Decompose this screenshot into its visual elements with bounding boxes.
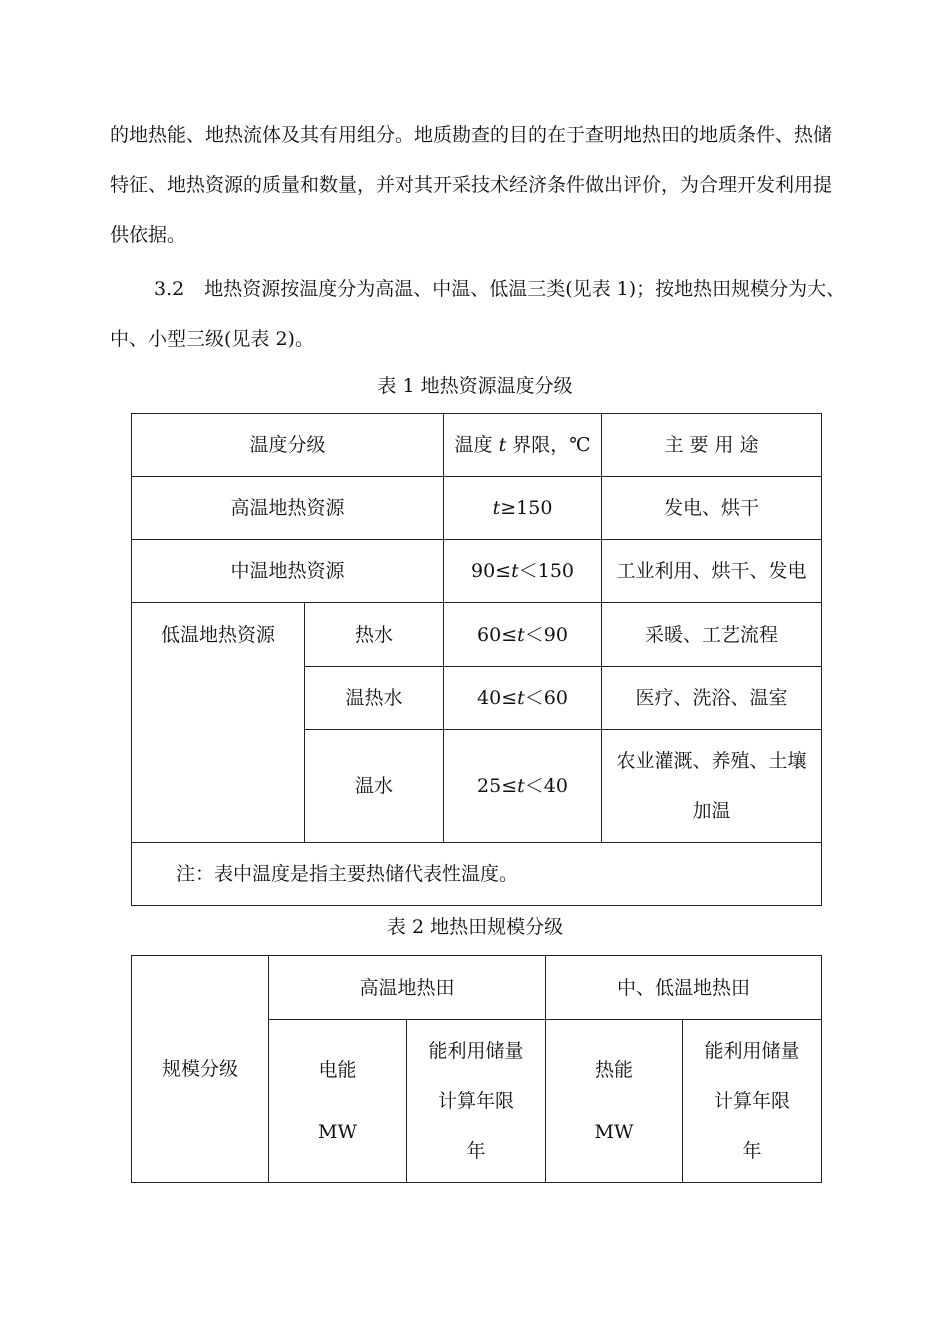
mid-temp-range: 90≤t＜150 bbox=[444, 540, 602, 603]
high-temp-field-header: 高温地热田 bbox=[269, 956, 546, 1020]
thermal-power-header: 热能 MW bbox=[546, 1020, 683, 1183]
high-temp-years-header: 能利用储量 计算年限 年 bbox=[407, 1020, 546, 1183]
high-temp-use: 发电、烘干 bbox=[602, 477, 822, 540]
mid-temp-resource: 中温地热资源 bbox=[132, 540, 444, 603]
table-row bbox=[132, 540, 822, 603]
table-header-row bbox=[132, 956, 822, 1020]
warm-water-use: 农业灌溉、养殖、土壤 加温 bbox=[602, 730, 822, 843]
header-grade: 温度分级 bbox=[132, 414, 444, 477]
warm-water-name: 温水 bbox=[305, 730, 444, 843]
header-temperature-range: 温度 t 界限，℃ bbox=[444, 414, 602, 477]
scale-grade-label: 规模分级 bbox=[132, 956, 269, 1183]
table-note-row bbox=[132, 843, 822, 906]
warm-water-range: 25≤t＜40 bbox=[444, 730, 602, 843]
mid-low-temp-field-header: 中、低温地热田 bbox=[546, 956, 822, 1020]
hot-water-range: 60≤t＜90 bbox=[444, 603, 602, 667]
high-temp-range: t≥150 bbox=[444, 477, 602, 540]
temperature-classification-table bbox=[131, 413, 822, 906]
table-row bbox=[132, 603, 822, 667]
warm-hot-water-name: 温热水 bbox=[305, 667, 444, 730]
high-temp-resource: 高温地热资源 bbox=[132, 477, 444, 540]
paragraph-classification-text: 地热资源按温度分为高温、中温、低温三类(见表 1)；按地热田规模分为大、中、小型三级(见表 2)。 bbox=[110, 278, 846, 350]
low-temp-resource: 低温地热资源 bbox=[132, 603, 305, 843]
section-number: 3.2 bbox=[154, 278, 185, 300]
table-row bbox=[132, 477, 822, 540]
table2-caption: 表 2 地热田规模分级 bbox=[386, 916, 564, 938]
warm-hot-water-use: 医疗、洗浴、温室 bbox=[602, 667, 822, 730]
table1-caption: 表 1 地热资源温度分级 bbox=[377, 375, 573, 397]
table-header-row bbox=[132, 414, 822, 477]
hot-water-name: 热水 bbox=[305, 603, 444, 667]
mid-temp-use: 工业利用、烘干、发电 bbox=[602, 540, 822, 603]
header-main-use: 主 要 用 途 bbox=[602, 414, 822, 477]
paragraph-classification bbox=[110, 264, 850, 364]
geothermal-field-scale-table bbox=[131, 955, 822, 1183]
paragraph-geothermal-survey: 的地热能、地热流体及其有用组分。地质勘查的目的在于查明地热田的地质条件、热储特征、地热资源的质量和数量，并对其开采技术经济条件做出评价，为合理开发利用提供依据。 bbox=[110, 124, 833, 246]
warm-hot-water-range: 40≤t＜60 bbox=[444, 667, 602, 730]
mid-low-temp-years-header: 能利用储量 计算年限 年 bbox=[683, 1020, 822, 1183]
hot-water-use: 采暖、工艺流程 bbox=[602, 603, 822, 667]
table-note: 注：表中温度是指主要热储代表性温度。 bbox=[132, 843, 822, 906]
electric-power-header: 电能 MW bbox=[269, 1020, 407, 1183]
